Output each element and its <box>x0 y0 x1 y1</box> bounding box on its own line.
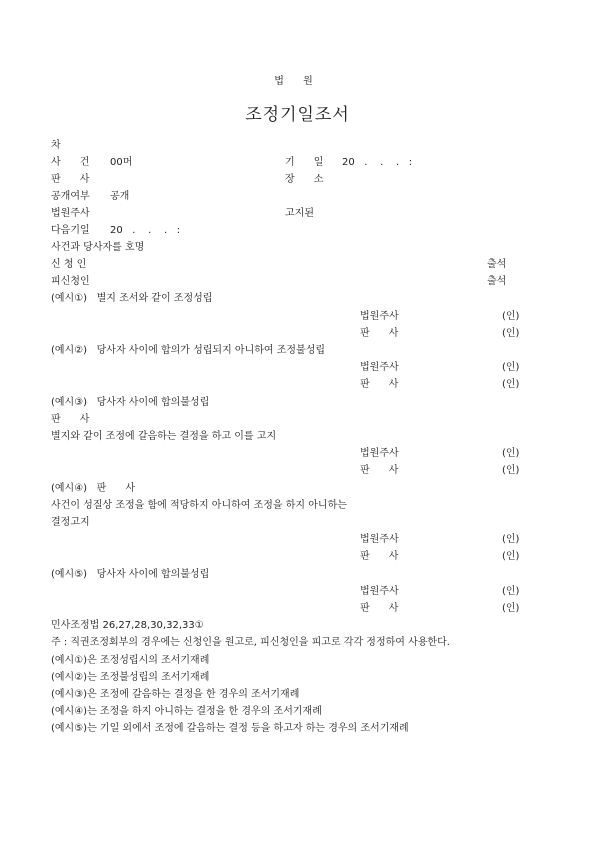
example-3-line: (예시③) 당사자 사이에 합의불성립 <box>51 397 210 408</box>
note-item: (예시③)은 조정에 갈음하는 결정을 한 경우의 조서기재례 <box>51 689 300 700</box>
note-text: 주 : 직권조정회부의 경우에는 신청인을 원고로, 피신청인을 피고로 각각 정정하여 사용한다. <box>51 637 450 648</box>
example-1-line: (예시①) 별지 조서와 같이 조정성립 <box>51 293 213 304</box>
signature-seal: (인) <box>502 328 520 339</box>
applicant-attendance: 출석 <box>487 259 507 270</box>
public-label: 공개여부 <box>51 191 90 202</box>
signature-seal: (인) <box>502 465 520 476</box>
law-reference: 민사조정법 26,27,28,30,32,33① <box>51 620 204 631</box>
date-label: 기 일 <box>285 157 324 168</box>
signature-judge: 판 사 <box>360 379 399 390</box>
note-item: (예시①)은 조정성립시의 조서기재례 <box>51 655 210 666</box>
signature-clerk: 법원주사 <box>360 586 399 597</box>
applicant-label: 신 청 인 <box>51 259 87 270</box>
signature-seal: (인) <box>502 379 520 390</box>
clerk-label: 법원주사 <box>51 208 90 219</box>
next-date-label: 다음기일 <box>51 225 90 236</box>
document-title: 조정기일조서 <box>245 105 350 125</box>
place-label: 장 소 <box>285 174 324 185</box>
call-text: 사건과 당사자를 호명 <box>51 242 145 253</box>
example-4-line: (예시④) 판 사 <box>51 483 136 494</box>
example-3-line: 별지와 같이 조정에 갈음하는 결정을 하고 이를 고지 <box>51 431 277 442</box>
court-name: 법 원 <box>274 76 321 87</box>
judge-label: 판 사 <box>51 174 90 185</box>
respondent-attendance: 출석 <box>487 276 507 287</box>
signature-seal: (인) <box>502 362 520 373</box>
signature-clerk: 법원주사 <box>360 534 399 545</box>
signature-seal: (인) <box>502 603 520 614</box>
example-2-line: (예시②) 당사자 사이에 합의가 성립되지 아니하여 조정불성립 <box>51 345 326 356</box>
note-item: (예시④)는 조정을 하지 아니하는 결정을 한 경우의 조서기재례 <box>51 706 322 717</box>
signature-clerk: 법원주사 <box>360 448 399 459</box>
signature-clerk: 법원주사 <box>360 362 399 373</box>
signature-judge: 판 사 <box>360 603 399 614</box>
signature-seal: (인) <box>502 311 520 322</box>
notified-label: 고지된 <box>285 208 314 219</box>
respondent-label: 피신청인 <box>51 276 90 287</box>
signature-judge: 판 사 <box>360 328 399 339</box>
example-4-line: 결정고지 <box>51 517 90 528</box>
signature-judge: 판 사 <box>360 465 399 476</box>
next-date-value: 20 . . . : <box>110 225 181 236</box>
signature-judge: 판 사 <box>360 551 399 562</box>
note-item: (예시⑤)는 기일 외에서 조정에 갈음하는 결정 등을 하고자 하는 경우의 조서기재례 <box>51 723 409 734</box>
case-number-suffix: 차 <box>51 140 61 151</box>
note-item: (예시②)는 조정불성립의 조서기재례 <box>51 672 210 683</box>
signature-seal: (인) <box>502 586 520 597</box>
signature-seal: (인) <box>502 551 520 562</box>
case-value: 00머 <box>110 157 133 168</box>
signature-seal: (인) <box>502 534 520 545</box>
example-3-line: 판 사 <box>51 414 90 425</box>
signature-clerk: 법원주사 <box>360 311 399 322</box>
example-4-line: 사건이 성질상 조정을 함에 적당하지 아니하여 조정을 하지 아니하는 <box>51 500 347 511</box>
signature-seal: (인) <box>502 448 520 459</box>
case-label: 사 건 <box>51 157 90 168</box>
date-value: 20 . . . : <box>342 157 413 168</box>
example-5-line: (예시⑤) 당사자 사이에 합의불성립 <box>51 569 210 580</box>
public-value: 공개 <box>110 191 130 202</box>
